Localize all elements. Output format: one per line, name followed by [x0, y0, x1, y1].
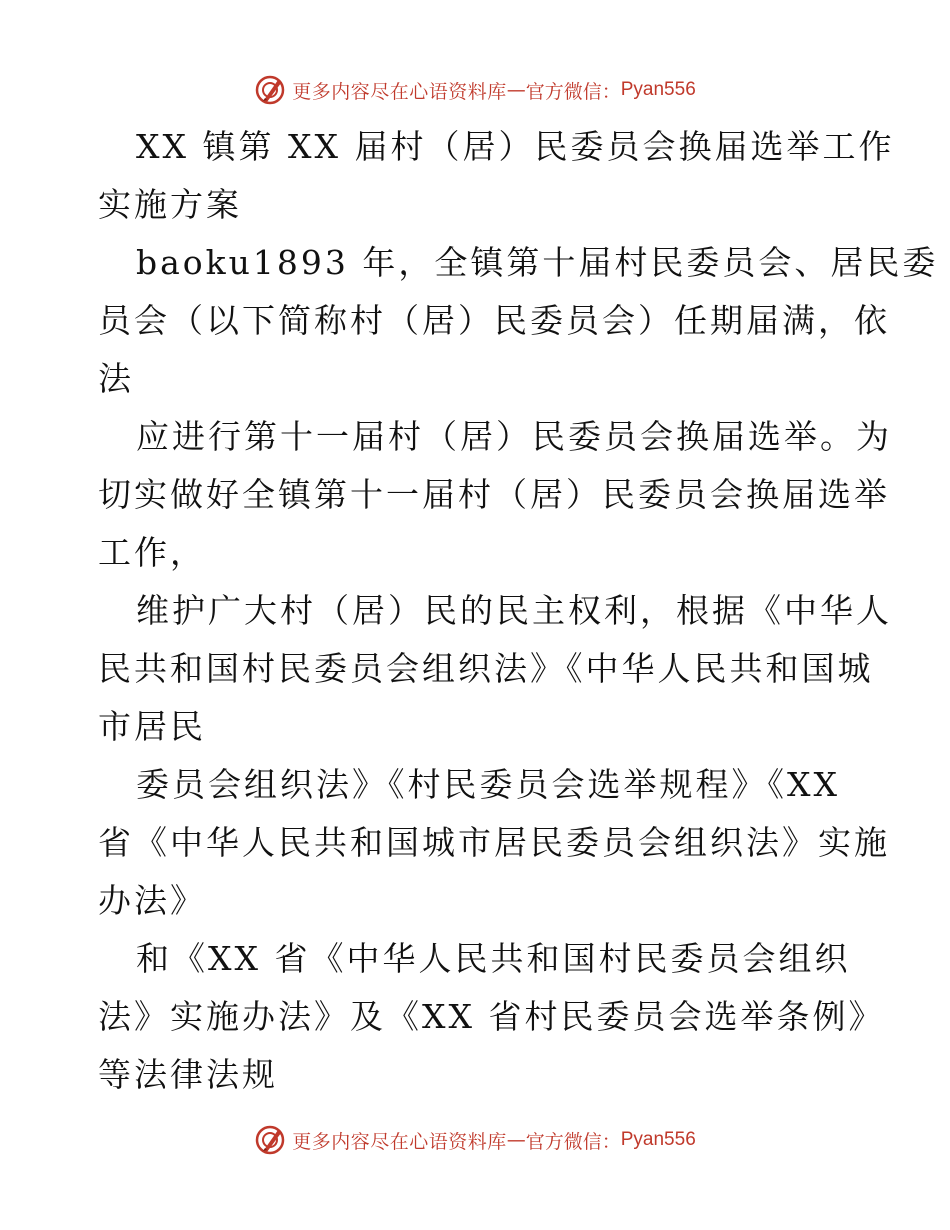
paragraph-line: 办法》: [98, 881, 206, 920]
paragraph-line: 法》实施办法》及《XX 省村民委员会选举条例》: [98, 997, 885, 1036]
paragraph-line: 和《XX 省《中华人民共和国村民委员会组织: [136, 939, 851, 978]
banner-text: 更多内容尽在心语资料库: [292, 80, 507, 103]
header-banner: [0, 70, 950, 110]
banner-wechat-id: Pyan556: [620, 79, 696, 100]
banner-label: 官方微信：: [525, 80, 621, 103]
paragraph-line: 工作，: [98, 533, 206, 572]
paragraph-line: 员会（以下简称村（居）民委员会）任期届满，依: [98, 301, 890, 340]
paragraph-line: 民共和国村民委员会组织法》《中华人民共和国城: [98, 649, 874, 688]
paragraph-line: baoku1893 年，全镇第十届村民委员会、居民委: [136, 243, 939, 282]
paragraph-line: 法: [98, 359, 134, 398]
paragraph-line: 应进行第十一届村（居）民委员会换届选举。为: [136, 417, 892, 456]
paragraph-line: 切实做好全镇第十一届村（居）民委员会换届选举: [98, 475, 890, 514]
pen-logo-icon: [254, 74, 286, 106]
footer-banner: [0, 1120, 950, 1160]
paragraph-line: 省《中华人民共和国城市居民委员会组织法》实施: [98, 823, 890, 862]
banner-separator: —: [506, 79, 526, 101]
title-line-2: 实施方案: [98, 185, 242, 224]
paragraph-line: 维护广大村（居）民的民主权利，根据《中华人: [136, 591, 892, 630]
paragraph-line: 等法律法规: [98, 1055, 278, 1094]
banner-text: 更多内容尽在心语资料库: [292, 1130, 507, 1153]
banner-wechat-id: Pyan556: [620, 1129, 696, 1150]
banner-separator: —: [506, 1129, 526, 1151]
paragraph-line: 委员会组织法》《村民委员会选举规程》《XX: [136, 765, 840, 804]
banner-label: 官方微信：: [525, 1130, 621, 1153]
title-line-1: XX 镇第 XX 届村（居）民委员会换届选举工作: [136, 127, 895, 166]
paragraph-line: 市居民: [98, 707, 206, 746]
document-body: [98, 118, 939, 1104]
pen-logo-icon: [254, 1124, 286, 1156]
